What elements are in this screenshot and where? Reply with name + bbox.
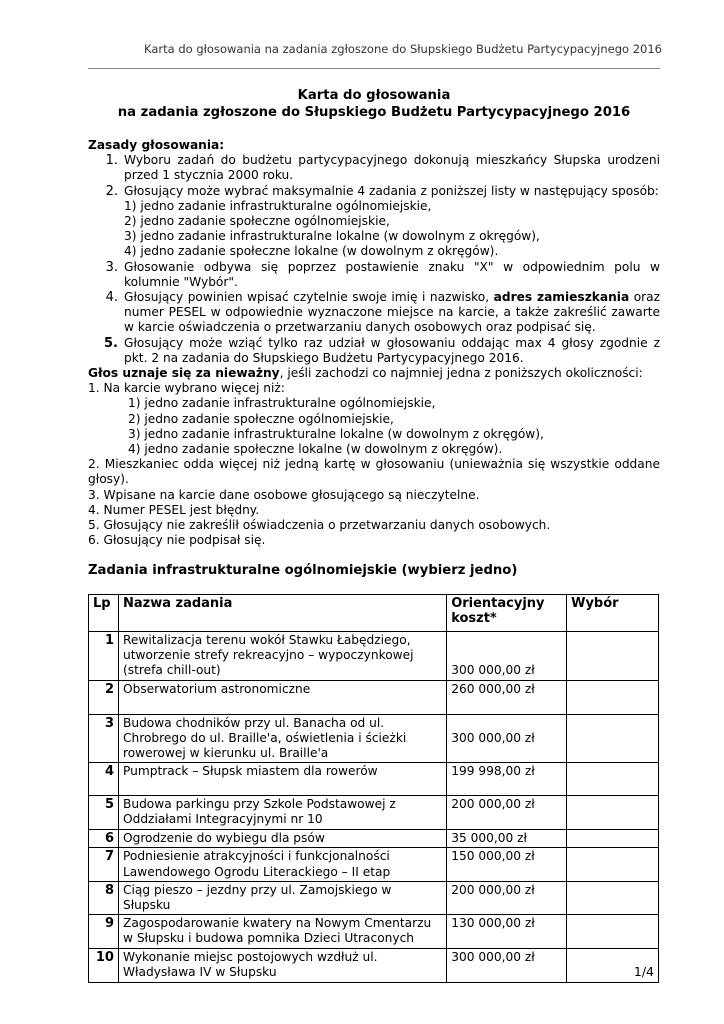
row-task-name: Ciąg pieszo – jezdny przy ul. Zamojskiego w Słupsku [118, 881, 446, 914]
table-row [89, 763, 659, 796]
row-choice-cell[interactable] [567, 881, 659, 914]
rule-2-item: 3) jedno zadanie infrastrukturalne lokalne (w dowolnym z okręgów), [124, 229, 540, 244]
row-task-name: Zagospodarowanie kwatery na Nowym Cmentarzu w Słupsku i budowa pomnika Dzieci Utraconych [118, 915, 446, 948]
column-header-name: Nazwa zadania [118, 595, 446, 632]
invalid-5: 5. Głosujący nie zakreślił oświadczenia o przetwarzaniu danych osobowych. [88, 518, 551, 533]
row-lp: 3 [89, 714, 119, 763]
row-cost: 150 000,00 zł [447, 848, 567, 881]
rule-3: 3. Głosowanie odbywa się poprzez postawienie znaku "X" w odpowiednim polu w kolumnie "Wybór". [105, 259, 660, 289]
title-line-2: na zadania zgłoszone do Słupskiego Budżetu Partycypacyjnego 2016 [117, 105, 631, 120]
row-task-name: Pumptrack – Słupsk miastem dla rowerów [118, 763, 446, 796]
row-task-name: Budowa parkingu przy Szkole Podstawowej z Oddziałami Integracyjnymi nr 10 [118, 796, 446, 830]
rule-2-item: 2) jedno zadanie społeczne ogólnomiejskie, [124, 214, 390, 229]
invalid-3: 3. Wpisane na karcie dane osobowe głosującego są nieczytelne. [88, 487, 480, 502]
row-cost: 300 000,00 zł [447, 948, 567, 982]
row-lp: 4 [89, 763, 119, 796]
row-lp: 6 [89, 830, 119, 848]
row-choice-cell[interactable] [567, 714, 659, 763]
header-divider [88, 68, 660, 69]
row-choice-cell[interactable] [567, 848, 659, 881]
invalid-vote-intro: Głos uznaje się za nieważny, jeśli zachodzi co najmniej jedna z poniższych okoliczności: [88, 366, 643, 381]
rules-heading: Zasady głosowania: [88, 138, 225, 152]
row-cost: 260 000,00 zł [447, 680, 567, 714]
column-header-choice: Wybór [567, 595, 659, 632]
section-title: Zadania infrastrukturalne ogólnomiejskie (wybierz jedno) [88, 563, 518, 578]
table-row [89, 881, 659, 914]
row-choice-cell[interactable] [567, 796, 659, 830]
table-row [89, 948, 659, 982]
rule-2: 2. Głosujący może wybrać maksymalnie 4 zadania z poniższej listy w następujący sposób: 1) jedno zadanie infrastrukturalne ogólnomiejskie, 2) jedno zadanie społeczne ogólnomiejskie, 3) jedno zadanie infrastrukturalne lokalne (w dowolnym z okręgów), 4) jedno zadanie społeczne lokalne (w dowolnym z okręgów). [105, 183, 659, 259]
rule-1: 1. Wyboru zadań do budżetu partycypacyjnego dokonują mieszkańcy Słupska urodzeni przed 1 stycznia 2000 roku. [105, 153, 660, 183]
invalid-1-item: 1) jedno zadanie infrastrukturalne ogólnomiejskie, [128, 396, 436, 411]
row-task-name: Podniesienie atrakcyjności i funkcjonalności Lawendowego Ogrodu Literackiego – II etap [118, 848, 446, 881]
row-cost: 130 000,00 zł [447, 915, 567, 948]
row-lp: 8 [89, 881, 119, 914]
row-cost: 35 000,00 zł [447, 830, 567, 848]
table-row [89, 796, 659, 830]
page-number: 1/4 [633, 964, 654, 979]
row-lp: 9 [89, 915, 119, 948]
row-task-name: Wykonanie miejsc postojowych wzdłuż ul. Władysława IV w Słupsku [118, 948, 446, 982]
row-cost: 199 998,00 zł [447, 763, 567, 796]
row-lp: 10 [89, 948, 119, 982]
row-cost: 300 000,00 zł [447, 632, 567, 681]
rule-4: 4. Głosujący powinien wpisać czytelnie swoje imię i nazwisko, adres zamieszkania oraz numer PESEL w odpowiednie wyznaczone miejsce na karcie, a także zakreślić zawarte w karcie oświadczenia o przetwarzaniu danych osobowych oraz podpisać się. [105, 290, 661, 335]
title-line-1: Karta do głosowania [297, 88, 451, 103]
row-cost: 200 000,00 zł [447, 796, 567, 830]
row-lp: 5 [89, 796, 119, 830]
row-task-name: Budowa chodników przy ul. Banacha od ul. Chrobrego do ul. Braille'a, oświetlenia i ścieżki rowerowej w kierunku ul. Braille'a [118, 714, 446, 763]
document-title [88, 87, 660, 121]
row-cost: 300 000,00 zł [447, 714, 567, 763]
invalid-2: 2. Mieszkaniec odda więcej niż jedną kartę w głosowaniu (unieważnia się wszystkie oddane głosy). [88, 457, 660, 487]
invalid-1-item: 4) jedno zadanie społeczne lokalne (w dowolnym z okręgów). [128, 442, 503, 457]
row-choice-cell[interactable] [567, 763, 659, 796]
address-emphasis: adres zamieszkania [493, 290, 630, 305]
row-lp: 1 [89, 632, 119, 681]
row-task-name: Ogrodzenie do wybiegu dla psów [118, 830, 446, 848]
row-choice-cell[interactable] [567, 632, 659, 681]
invalid-6: 6. Głosujący nie podpisał się. [88, 533, 266, 548]
row-cost: 200 000,00 zł [447, 881, 567, 914]
tasks-table [88, 594, 659, 983]
row-choice-cell[interactable] [567, 830, 659, 848]
table-row [89, 632, 659, 681]
table-row [89, 830, 659, 848]
row-choice-cell[interactable] [567, 915, 659, 948]
row-lp: 7 [89, 848, 119, 881]
invalid-4: 4. Numer PESEL jest błędny. [88, 502, 260, 517]
rule-2-item: 4) jedno zadanie społeczne lokalne (w dowolnym z okręgów). [124, 244, 499, 259]
row-task-name: Rewitalizacja terenu wokół Stawku Łabędziego, utworzenie strefy rekreacyjno – wypoczynkowej (strefa chill-out) [118, 632, 446, 681]
invalid-1-item: 3) jedno zadanie infrastrukturalne lokalne (w dowolnym z okręgów), [128, 426, 544, 441]
table-row [89, 714, 659, 763]
table-row [89, 848, 659, 881]
table-row [89, 680, 659, 714]
rule-5: 5. Głosujący może wziąć tylko raz udział w głosowaniu oddając max 4 głosy zgodnie z pkt. 2 na zadania do Słupskiego Budżetu Partycypacyjnego 2016. [104, 335, 660, 365]
rule-2-item: 1) jedno zadanie infrastrukturalne ogólnomiejskie, [124, 198, 432, 213]
row-lp: 2 [89, 680, 119, 714]
row-choice-cell[interactable] [567, 680, 659, 714]
column-header-lp: Lp [89, 595, 119, 632]
page-header: Karta do głosowania na zadania zgłoszone do Słupskiego Budżetu Partycypacyjnego 2016 [144, 42, 662, 56]
table-header-row [89, 595, 659, 632]
row-task-name: Obserwatorium astronomiczne [118, 680, 446, 714]
voting-rules [88, 138, 660, 548]
column-header-cost: Orientacyjny koszt* [447, 595, 567, 632]
invalid-1: 1. Na karcie wybrano więcej niż: [88, 381, 285, 396]
table-row [89, 915, 659, 948]
invalid-1-item: 2) jedno zadanie społeczne ogólnomiejskie, [128, 411, 394, 426]
